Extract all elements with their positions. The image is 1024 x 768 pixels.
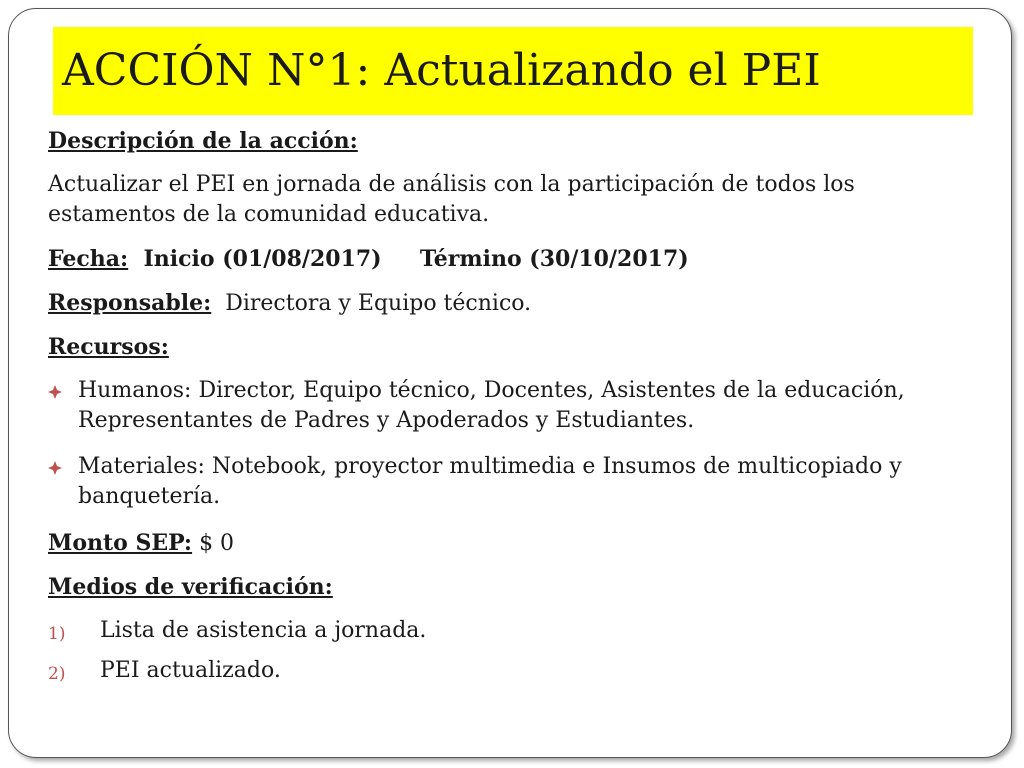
responsable-label: Responsable: (48, 290, 212, 316)
diamond-bullet-icon (48, 461, 62, 475)
recurso-humanos-line-1: Humanos: Director, Equipo técnico, Docentes, Asistentes de la educación, (78, 378, 905, 403)
recurso-humanos-line-2: Representantes de Padres y Apoderados y Estudiantes. (78, 408, 695, 433)
recurso-materiales-line-1: Materiales: Notebook, proyector multimedia e Insumos de multicopiado y (78, 454, 902, 479)
medio-text-2: PEI actualizado. (100, 658, 281, 683)
monto-label: Monto SEP: (48, 530, 193, 556)
medio-text-1: Lista de asistencia a jornada. (100, 618, 427, 643)
slide-title: ACCIÓN N°1: Actualizando el PEI (62, 45, 821, 96)
fecha-row (48, 244, 689, 274)
fecha-termino: Término (30/10/2017) (419, 246, 689, 272)
description-label: Descripción de la acción: (48, 128, 358, 154)
description-line-2: estamentos de la comunidad educativa. (48, 202, 490, 227)
medios-label: Medios de verificación: (48, 574, 333, 600)
monto-row (48, 528, 234, 559)
monto-value: $ 0 (199, 531, 235, 556)
responsable-value: Directora y Equipo técnico. (225, 291, 532, 316)
medio-number-2: 2) (48, 664, 66, 684)
diamond-bullet-icon (48, 385, 62, 399)
fecha-inicio: Inicio (01/08/2017) (143, 246, 382, 272)
description-line-1: Actualizar el PEI en jornada de análisis con la participación de todos los (48, 172, 855, 197)
recursos-label: Recursos: (48, 334, 169, 360)
medio-number-1: 1) (48, 624, 66, 644)
responsable-row (48, 288, 531, 319)
recurso-materiales-line-2: banquetería. (78, 484, 221, 509)
fecha-label: Fecha: (48, 246, 129, 272)
